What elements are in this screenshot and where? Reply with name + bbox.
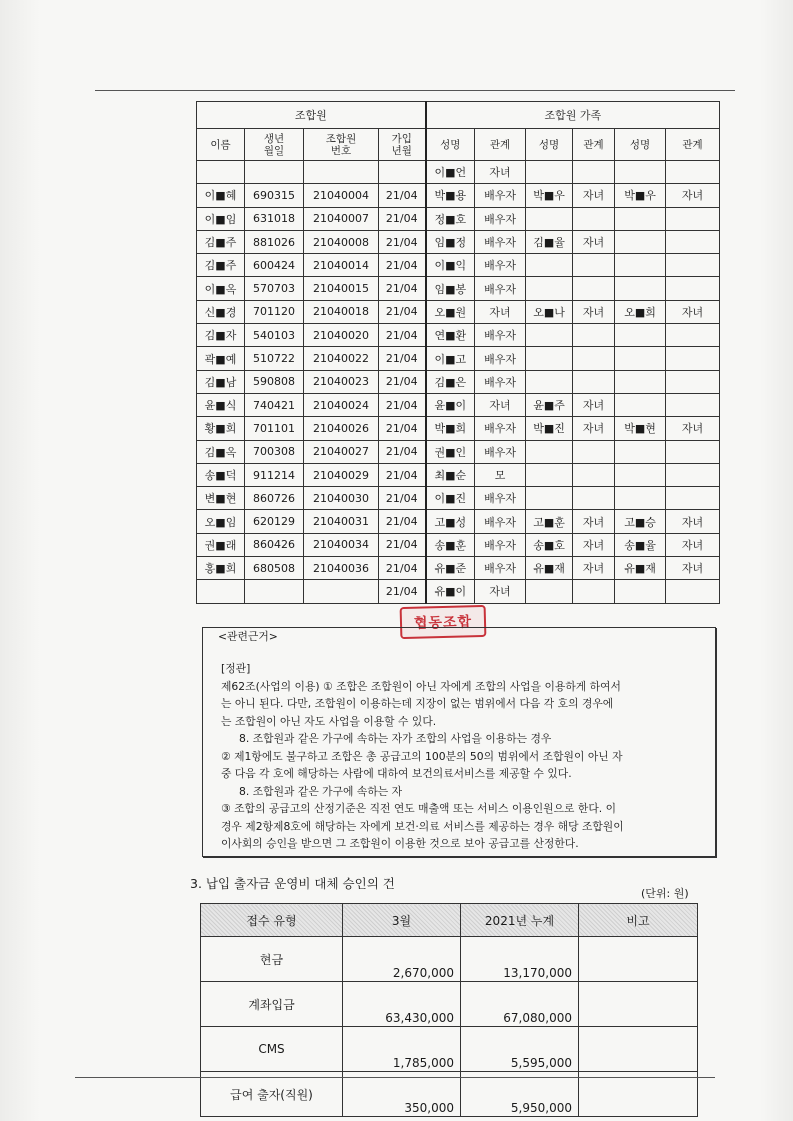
table-row (197, 277, 720, 300)
table-cell (526, 324, 573, 347)
table-cell (666, 393, 720, 416)
table-cell: 신■경 (197, 300, 245, 323)
table-cell: 황■희 (197, 417, 245, 440)
legal-basis-title: <관련근거> (218, 630, 278, 643)
contribution-table (200, 903, 698, 1117)
family-group-header: 조합원 가족 (426, 102, 720, 129)
table-cell: 자녀 (666, 300, 720, 323)
table-cell: 21/04 (379, 370, 426, 393)
column-header: 생년 월일 (245, 129, 304, 161)
contribution-rows (201, 937, 698, 1117)
table-cell: 21040020 (304, 324, 379, 347)
table-cell (666, 207, 720, 230)
table-cell: 송■율 (615, 533, 666, 556)
table-cell: 유■재 (615, 557, 666, 580)
table-cell (526, 370, 573, 393)
table-cell: 21040007 (304, 207, 379, 230)
table-cell (304, 161, 379, 184)
table-cell: 590808 (245, 370, 304, 393)
legal-basis-line: 8. 조합원과 같은 가구에 속하는 자가 조합의 사업을 이용하는 경우 (239, 732, 552, 745)
column-header: 3월 (343, 904, 461, 937)
table-cell: 자녀 (666, 557, 720, 580)
table-cell (526, 277, 573, 300)
table-row (197, 207, 720, 230)
table-cell: 이■고 (426, 347, 475, 370)
table-cell: 김■주 (197, 230, 245, 253)
table-cell: 권■래 (197, 533, 245, 556)
table-cell: 21/04 (379, 254, 426, 277)
table-cell: 21/04 (379, 230, 426, 253)
table-cell (615, 393, 666, 416)
table-row (197, 580, 720, 603)
table-cell: 김■남 (197, 370, 245, 393)
table-cell (304, 580, 379, 603)
table-cell: 배우자 (475, 533, 526, 556)
table-cell: 박■희 (426, 417, 475, 440)
table-cell (615, 370, 666, 393)
table-row (197, 393, 720, 416)
table-cell: 자녀 (573, 300, 615, 323)
table-row (201, 1072, 698, 1117)
table-cell: 21/04 (379, 277, 426, 300)
table-cell: 윤■식 (197, 393, 245, 416)
column-header: 관계 (475, 129, 526, 161)
table-row (197, 184, 720, 207)
table-cell: 임■정 (426, 230, 475, 253)
table-cell: 송■덕 (197, 463, 245, 486)
table-cell: 21040015 (304, 277, 379, 300)
table-cell: 김■옥 (197, 440, 245, 463)
table-cell: CMS (201, 1027, 343, 1072)
table-cell: 21040029 (304, 463, 379, 486)
table-cell: 21040024 (304, 393, 379, 416)
table-cell: 21040018 (304, 300, 379, 323)
table-cell: 오■희 (615, 300, 666, 323)
table-cell: 21/04 (379, 440, 426, 463)
table-cell (579, 937, 698, 982)
table-cell (615, 440, 666, 463)
table-cell (615, 324, 666, 347)
table-cell: 자녀 (573, 533, 615, 556)
table-cell: 송■호 (526, 533, 573, 556)
table-cell: 변■현 (197, 487, 245, 510)
column-header: 성명 (526, 129, 573, 161)
table-cell: 박■우 (615, 184, 666, 207)
table-cell (666, 277, 720, 300)
table-cell: 740421 (245, 393, 304, 416)
column-header: 관계 (666, 129, 720, 161)
section-title: 3. 납입 출자금 운영비 대체 승인의 건 (190, 876, 395, 891)
table-cell: 이■임 (197, 207, 245, 230)
table-cell (573, 277, 615, 300)
table-cell: 631018 (245, 207, 304, 230)
unit-label: (단위: 원) (641, 887, 689, 900)
legal-basis-line: 이사회의 승인을 받으면 그 조합원이 이용한 것으로 보아 공급고를 산정한다. (221, 837, 579, 850)
table-cell: 배우자 (475, 510, 526, 533)
table-cell: 급여 출자(직원) (201, 1072, 343, 1117)
column-header: 조합원 번호 (304, 129, 379, 161)
table-cell (573, 440, 615, 463)
table-cell (666, 230, 720, 253)
table-cell: 현금 (201, 937, 343, 982)
legal-basis-line: ② 제1항에도 불구하고 조합은 총 공급고의 100분의 50의 범위에서 조합원이 아닌 자 (221, 749, 623, 763)
table-row (197, 417, 720, 440)
table-cell: 자녀 (666, 417, 720, 440)
table-cell: 자녀 (573, 510, 615, 533)
table-cell: 배우자 (475, 370, 526, 393)
table-cell: 자녀 (573, 557, 615, 580)
table-row (197, 347, 720, 370)
table-cell: 김■주 (197, 254, 245, 277)
table-cell: 이■진 (426, 487, 475, 510)
table-cell: 21/04 (379, 463, 426, 486)
table-cell: 13,170,000 (461, 937, 579, 982)
table-cell: 자녀 (666, 533, 720, 556)
table-row (197, 510, 720, 533)
legal-basis-box (202, 627, 716, 857)
table-cell (666, 463, 720, 486)
table-cell (666, 161, 720, 184)
table-cell: 김■자 (197, 324, 245, 347)
column-header: 비고 (579, 904, 698, 937)
table-cell (573, 161, 615, 184)
table-cell (245, 580, 304, 603)
table-cell: 유■준 (426, 557, 475, 580)
table-cell: 21040026 (304, 417, 379, 440)
table-cell (615, 487, 666, 510)
member-rows (197, 161, 720, 604)
table-row (197, 487, 720, 510)
table-cell (526, 161, 573, 184)
table-cell: 21040034 (304, 533, 379, 556)
table-cell (615, 254, 666, 277)
table-cell: 자녀 (666, 184, 720, 207)
table-cell (573, 254, 615, 277)
table-cell: 최■순 (426, 463, 475, 486)
table-cell: 1,785,000 (343, 1027, 461, 1072)
top-rule (95, 90, 735, 91)
table-cell (666, 370, 720, 393)
table-cell: 임■봉 (426, 277, 475, 300)
table-cell: 21/04 (379, 184, 426, 207)
legal-basis-line: 8. 조합원과 같은 가구에 속하는 자 (239, 784, 403, 798)
table-cell: 21040036 (304, 557, 379, 580)
table-cell: 700308 (245, 440, 304, 463)
table-cell (526, 463, 573, 486)
table-cell (379, 161, 426, 184)
legal-basis-line: [정관] (221, 662, 251, 675)
table-cell: 자녀 (475, 300, 526, 323)
table-cell: 690315 (245, 184, 304, 207)
table-cell: 계좌입금 (201, 982, 343, 1027)
column-header: 이름 (197, 129, 245, 161)
table-cell: 21/04 (379, 417, 426, 440)
table-cell: 510722 (245, 347, 304, 370)
table-cell (573, 347, 615, 370)
table-cell (615, 347, 666, 370)
column-header: 성명 (426, 129, 475, 161)
table-cell (666, 440, 720, 463)
table-cell: 67,080,000 (461, 982, 579, 1027)
table-cell: 고■훈 (526, 510, 573, 533)
column-header: 가입 년월 (379, 129, 426, 161)
table-cell: 21/04 (379, 533, 426, 556)
table-cell (579, 1072, 698, 1117)
table-cell (615, 161, 666, 184)
table-cell: 570703 (245, 277, 304, 300)
table-cell (615, 463, 666, 486)
table-cell: 배우자 (475, 230, 526, 253)
table-cell (197, 580, 245, 603)
contribution-header-row (201, 904, 698, 937)
table-cell: 5,595,000 (461, 1027, 579, 1072)
table-cell: 21040031 (304, 510, 379, 533)
table-cell (197, 161, 245, 184)
table-cell: 이■언 (426, 161, 475, 184)
table-row (197, 254, 720, 277)
table-row (197, 557, 720, 580)
table-cell (526, 487, 573, 510)
table-cell (666, 580, 720, 603)
table-cell: 윤■이 (426, 393, 475, 416)
table-cell (573, 580, 615, 603)
table-cell: 정■호 (426, 207, 475, 230)
column-header: 관계 (573, 129, 615, 161)
table-cell: 박■우 (526, 184, 573, 207)
table-cell: 860426 (245, 533, 304, 556)
table-cell (526, 440, 573, 463)
legal-basis-line: 는 조합원이 아닌 자도 사업을 이용할 수 있다. (221, 714, 437, 728)
table-cell: 이■옥 (197, 277, 245, 300)
table-cell: 600424 (245, 254, 304, 277)
table-cell: 701120 (245, 300, 304, 323)
table-row (197, 324, 720, 347)
table-cell: 배우자 (475, 277, 526, 300)
table-cell (573, 487, 615, 510)
table-cell: 배우자 (475, 347, 526, 370)
legal-basis-line: ③ 조합의 공급고의 산정기준은 직전 연도 매출액 또는 서비스 이용인원으로 한다. 이 (221, 802, 617, 815)
table-cell: 21/04 (379, 347, 426, 370)
table-cell: 350,000 (343, 1072, 461, 1117)
table-cell: 21/04 (379, 207, 426, 230)
legal-basis-line: 경우 제2항제8호에 해당하는 자에게 보건·의료 서비스를 제공하는 경우 해당 조합원이 (221, 819, 624, 833)
table-cell: 540103 (245, 324, 304, 347)
table-cell (615, 277, 666, 300)
members-table (196, 101, 720, 604)
table-cell: 21/04 (379, 324, 426, 347)
cooperative-seal: 협동조합 (400, 605, 487, 639)
table-row (201, 982, 698, 1027)
table-cell: 21/04 (379, 393, 426, 416)
table-row (197, 463, 720, 486)
bottom-rule (75, 1077, 715, 1078)
table-cell: 고■승 (615, 510, 666, 533)
legal-basis-line: 제62조(사업의 이용) ① 조합은 조합원이 아닌 자에게 조합의 사업을 이용하게 하여서 (221, 679, 621, 693)
table-cell: 21040030 (304, 487, 379, 510)
legal-basis-line: 중 다음 각 호에 해당하는 사람에 대하여 보건의료서비스를 제공할 수 있다. (221, 767, 572, 780)
table-cell (573, 463, 615, 486)
table-cell: 윤■주 (526, 393, 573, 416)
table-row (201, 937, 698, 982)
column-header: 성명 (615, 129, 666, 161)
table-cell: 모 (475, 463, 526, 486)
member-group-header: 조합원 (197, 102, 426, 129)
table-cell: 911214 (245, 463, 304, 486)
table-cell: 이■혜 (197, 184, 245, 207)
table-cell (573, 207, 615, 230)
table-cell (615, 207, 666, 230)
table-row (197, 370, 720, 393)
column-header: 2021년 누계 (461, 904, 579, 937)
table-cell: 자녀 (475, 580, 526, 603)
table-row (197, 161, 720, 184)
table-cell: 881026 (245, 230, 304, 253)
table-cell (666, 347, 720, 370)
table-cell: 620129 (245, 510, 304, 533)
table-cell (573, 324, 615, 347)
table-cell: 860726 (245, 487, 304, 510)
table-cell: 권■인 (426, 440, 475, 463)
table-cell: 21/04 (379, 557, 426, 580)
table-cell: 자녀 (573, 230, 615, 253)
table-cell: 21040008 (304, 230, 379, 253)
table-cell: 자녀 (573, 184, 615, 207)
table-cell: 박■용 (426, 184, 475, 207)
table-cell (526, 347, 573, 370)
table-cell: 배우자 (475, 557, 526, 580)
table-cell: 21/04 (379, 510, 426, 533)
column-header-row (197, 129, 720, 161)
table-cell (615, 230, 666, 253)
table-cell (579, 982, 698, 1027)
table-cell: 김■율 (526, 230, 573, 253)
table-cell: 오■임 (197, 510, 245, 533)
table-cell: 21040004 (304, 184, 379, 207)
table-cell: 박■진 (526, 417, 573, 440)
table-row (197, 300, 720, 323)
table-cell: 2,670,000 (343, 937, 461, 982)
table-cell: 21040014 (304, 254, 379, 277)
table-row (197, 440, 720, 463)
table-cell: 21/04 (379, 300, 426, 323)
table-cell: 곽■예 (197, 347, 245, 370)
table-cell: 21/04 (379, 580, 426, 603)
table-cell: 송■훈 (426, 533, 475, 556)
table-cell: 유■이 (426, 580, 475, 603)
table-cell: 21/04 (379, 487, 426, 510)
table-cell: 배우자 (475, 487, 526, 510)
table-cell (579, 1027, 698, 1072)
table-cell: 자녀 (475, 393, 526, 416)
table-cell: 21040022 (304, 347, 379, 370)
table-cell: 홍■희 (197, 557, 245, 580)
table-cell: 연■환 (426, 324, 475, 347)
table-cell: 680508 (245, 557, 304, 580)
table-cell (245, 161, 304, 184)
table-cell: 자녀 (573, 393, 615, 416)
table-cell: 21040027 (304, 440, 379, 463)
column-header: 접수 유형 (201, 904, 343, 937)
table-row (201, 1027, 698, 1072)
table-cell (526, 207, 573, 230)
table-cell: 63,430,000 (343, 982, 461, 1027)
table-cell (526, 254, 573, 277)
table-cell: 701101 (245, 417, 304, 440)
table-cell: 이■익 (426, 254, 475, 277)
legal-basis-text (221, 660, 709, 853)
table-cell: 자녀 (475, 161, 526, 184)
table-cell: 박■현 (615, 417, 666, 440)
table-row (197, 230, 720, 253)
table-cell: 자녀 (666, 510, 720, 533)
table-cell: 배우자 (475, 254, 526, 277)
table-cell (666, 324, 720, 347)
table-cell: 김■은 (426, 370, 475, 393)
table-cell: 유■재 (526, 557, 573, 580)
table-cell: 21040023 (304, 370, 379, 393)
table-cell: 배우자 (475, 207, 526, 230)
table-cell (615, 580, 666, 603)
table-cell: 배우자 (475, 417, 526, 440)
legal-basis-line: 는 아니 된다. 다만, 조합원이 이용하는데 지장이 없는 범위에서 다음 각 호의 경우에 (221, 697, 614, 710)
table-cell: 5,950,000 (461, 1072, 579, 1117)
table-cell (666, 254, 720, 277)
table-cell: 자녀 (573, 417, 615, 440)
table-cell (526, 580, 573, 603)
table-cell: 배우자 (475, 324, 526, 347)
table-cell: 오■나 (526, 300, 573, 323)
table-cell: 배우자 (475, 184, 526, 207)
table-cell: 고■성 (426, 510, 475, 533)
table-row (197, 533, 720, 556)
table-cell (573, 370, 615, 393)
table-cell: 오■원 (426, 300, 475, 323)
table-cell: 배우자 (475, 440, 526, 463)
table-cell (666, 487, 720, 510)
